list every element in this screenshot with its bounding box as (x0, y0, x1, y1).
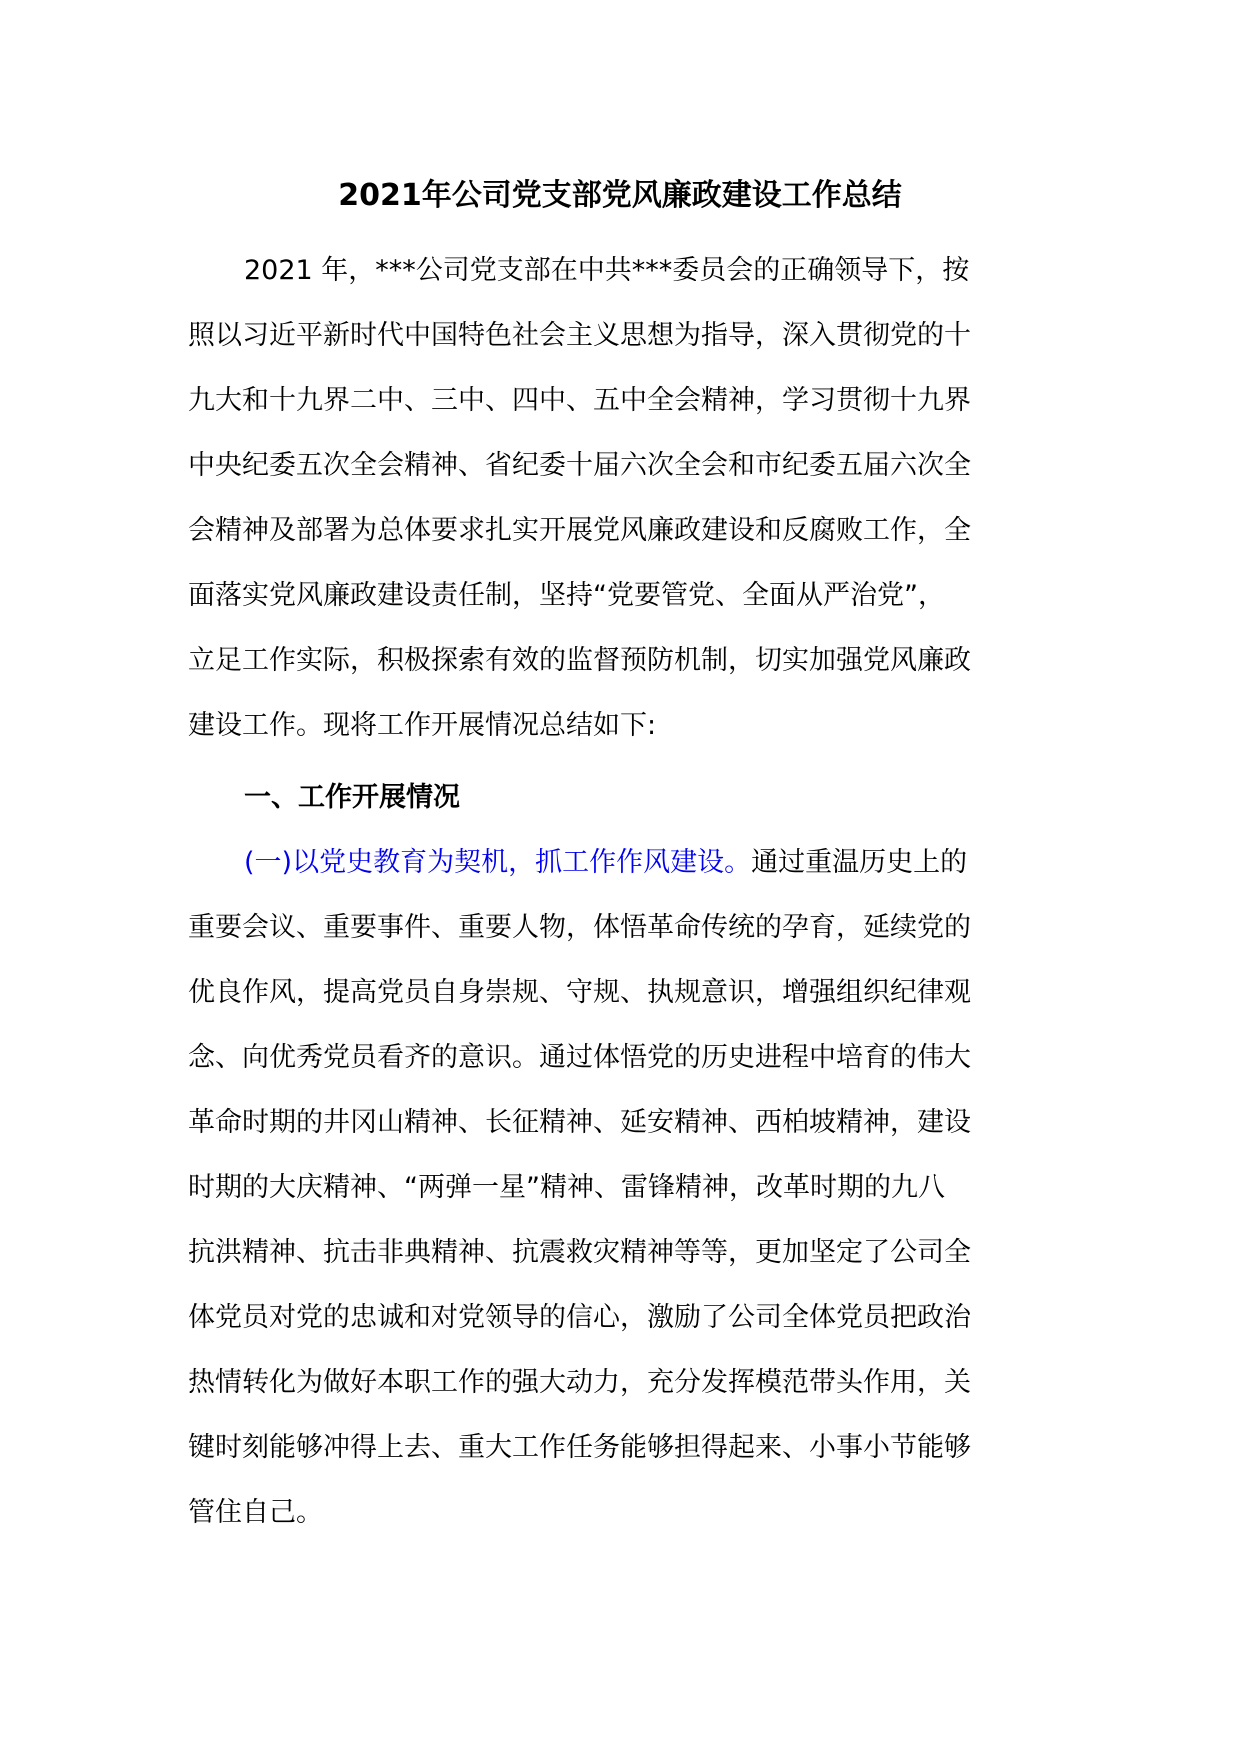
subsection-paragraph (188, 830, 1038, 1545)
subsection-first-line-text: 通过重温历史上的 (751, 847, 968, 878)
subsection-line: 时期的大庆精神、“两弹一星”精神、雷锋精神，改革时期的九八 (188, 1172, 945, 1203)
subsection-line: 优良作风，提高党员自身崇规、守规、执规意识，增强组织纪律观 (188, 977, 971, 1008)
subsection-line: 体党员对党的忠诚和对党领导的信心，激励了公司全体党员把政治 (188, 1302, 971, 1333)
subsection-line: 管住自己。 (188, 1497, 323, 1528)
intro-line: 立足工作实际，积极探索有效的监督预防机制，切实加强党风廉政 (188, 645, 971, 676)
intro-line: 照以习近平新时代中国特色社会主义思想为指导，深入贯彻党的十 (188, 320, 971, 351)
intro-line: 中央纪委五次全会精神、省纪委十届六次全会和市纪委五届六次全 (188, 450, 971, 481)
intro-line: 九大和十九界二中、三中、四中、五中全会精神，学习贯彻十九界 (188, 385, 971, 416)
subsection-line: 键时刻能够冲得上去、重大工作任务能够担得起来、小事小节能够 (188, 1432, 971, 1463)
intro-line: 2021 年，***公司党支部在中共***委员会的正确领导下，按 (244, 255, 970, 286)
subsection-heading: (一)以党史教育为契机，抓工作作风建设。 (244, 847, 752, 878)
section-heading: 一、工作开展情况 (244, 782, 460, 813)
intro-line: 会精神及部署为总体要求扎实开展党风廉政建设和反腐败工作，全 (188, 515, 971, 546)
subsection-first-line (188, 830, 1038, 895)
intro-line: 建设工作。现将工作开展情况总结如下: (188, 710, 657, 741)
subsection-line: 重要会议、重要事件、重要人物，体悟革命传统的孕育，延续党的 (188, 912, 971, 943)
subsection-line: 热情转化为做好本职工作的强大动力，充分发挥模范带头作用，关 (188, 1367, 971, 1398)
subsection-line: 抗洪精神、抗击非典精神、抗震救灾精神等等，更加坚定了公司全 (188, 1237, 971, 1268)
document-title: 2021年公司党支部党风廉政建设工作总结 (338, 178, 902, 213)
subsection-line: 念、向优秀党员看齐的意识。通过体悟党的历史进程中培育的伟大 (188, 1042, 971, 1073)
intro-line: 面落实党风廉政建设责任制，坚持“党要管党、全面从严治党”， (188, 580, 945, 611)
subsection-line: 革命时期的井冈山精神、长征精神、延安精神、西柏坡精神，建设 (188, 1107, 971, 1138)
intro-paragraph (188, 238, 1038, 758)
